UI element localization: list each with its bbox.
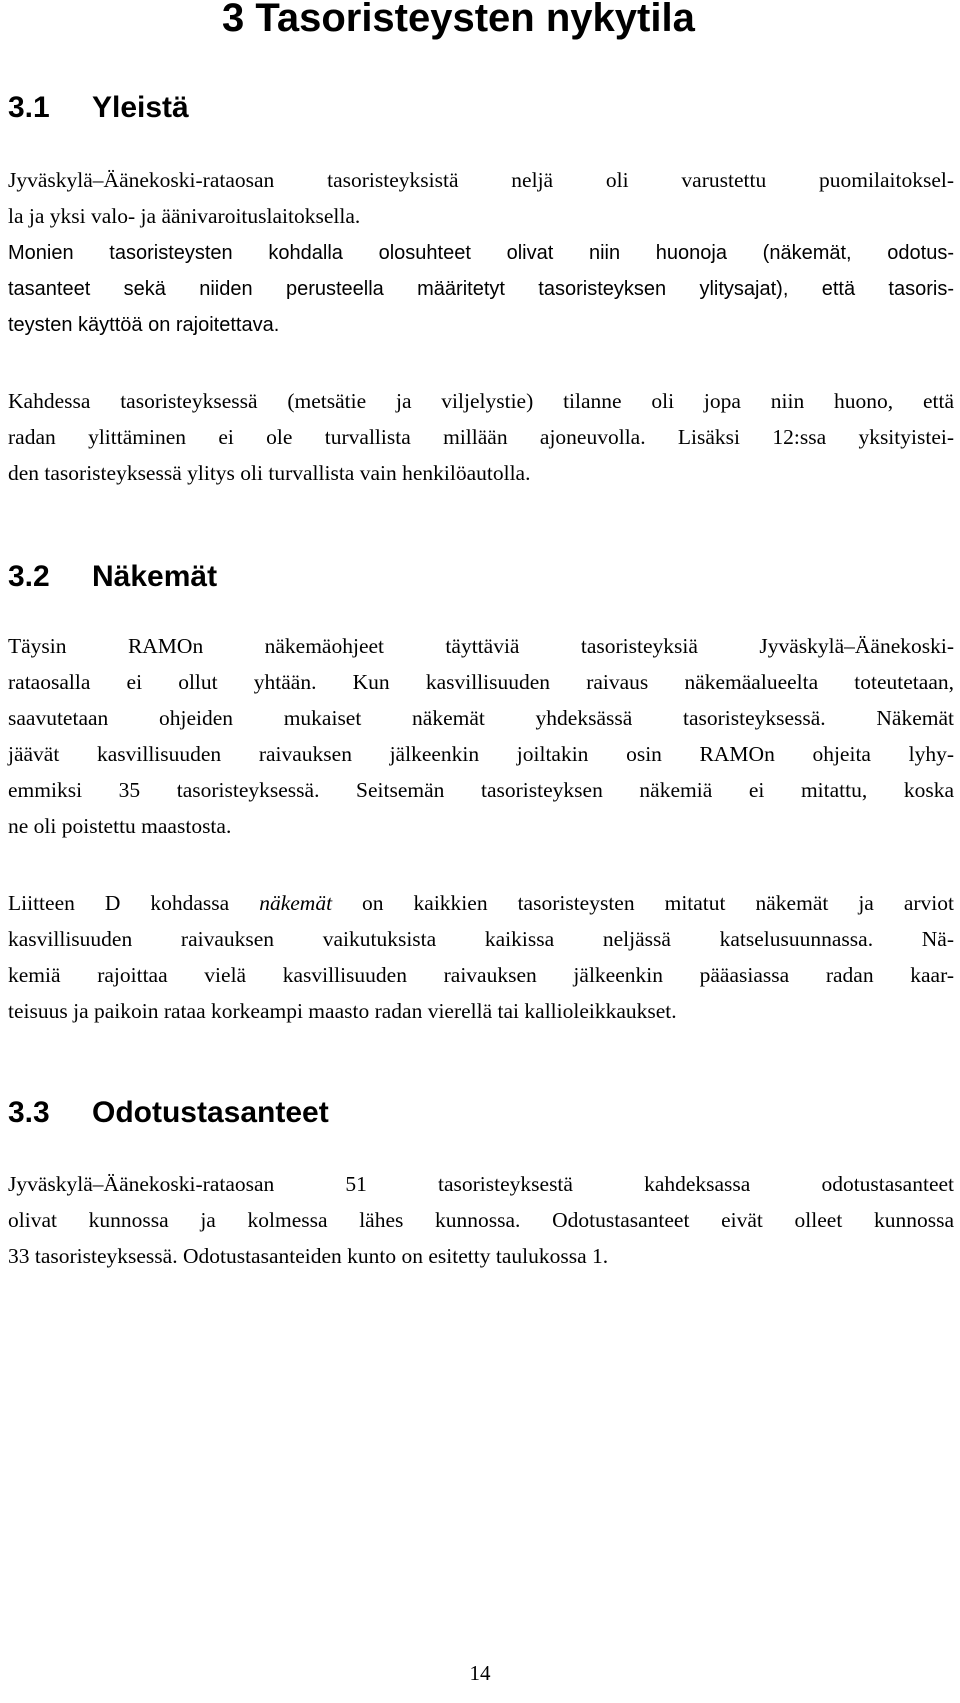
section-title: Odotustasanteet (92, 1096, 329, 1129)
section-number: 3.1 (8, 91, 50, 124)
section-heading-3-2 (8, 559, 217, 595)
paragraph (8, 885, 954, 1029)
paragraph (8, 383, 954, 491)
paragraph (8, 235, 954, 343)
italic-term: näkemät (259, 891, 333, 915)
text-line: teisuus ja paikoin rataa korkeampi maasto radan vierellä tai kallioleikkaukset. (8, 999, 677, 1023)
section-number: 3.2 (8, 560, 50, 593)
text-line: emmiksi 35 tasoristeyksessä. Seitsemän tasoristeyksen näkemiä ei mitattu, koska (8, 778, 954, 802)
text-run: Liitteen D kohdassa (8, 891, 260, 915)
section-number: 3.3 (8, 1096, 50, 1129)
text-line: la ja yksi valo- ja äänivaroituslaitoksella. (8, 204, 361, 228)
text-line: rataosalla ei ollut yhtään. Kun kasvillisuuden raivaus näkemäalueelta toteutetaan, (8, 670, 954, 694)
text-line: Monien tasoristeysten kohdalla olosuhteet olivat niin huonoja (näkemät, odotus- (8, 242, 954, 264)
text-line: tasanteet sekä niiden perusteella määritetyt tasoristeyksen ylitysajat), että tasoris- (8, 278, 954, 300)
text-line: saavutetaan ohjeiden mukaiset näkemät yhdeksässä tasoristeyksessä. Näkemät (8, 706, 954, 730)
section-heading-3-3 (8, 1095, 329, 1131)
text-line: kasvillisuuden raivauksen vaikutuksista kaikissa neljässä katselusuunnassa. Nä- (8, 927, 954, 951)
text-line: Jyväskylä–Äänekoski-rataosan 51 tasoristeyksestä kahdeksassa odotustasanteet (8, 1172, 954, 1196)
text-line: jäävät kasvillisuuden raivauksen jälkeenkin joiltakin osin RAMOn ohjeita lyhy- (8, 742, 954, 766)
text-line: Jyväskylä–Äänekoski-rataosan tasoristeyksistä neljä oli varustettu puomilaitoksel- (8, 168, 954, 192)
text-line (8, 885, 954, 921)
section-title: Näkemät (92, 560, 218, 593)
text-line: radan ylittäminen ei ole turvallista millään ajoneuvolla. Lisäksi 12:ssa yksityistei- (8, 425, 954, 449)
paragraph (8, 628, 954, 844)
section-title: Yleistä (92, 91, 189, 124)
paragraph (8, 162, 954, 234)
text-line: ne oli poistettu maastosta. (8, 814, 232, 838)
chapter-title: 3 Tasoristeysten nykytila (222, 0, 695, 40)
text-line: 33 tasoristeyksessä. Odotustasanteiden kunto on esitetty taulukossa 1. (8, 1244, 609, 1268)
text-line: den tasoristeyksessä ylitys oli turvallista vain henkilöautolla. (8, 461, 531, 485)
page-number: 14 (469, 1661, 491, 1685)
text-line: Kahdessa tasoristeyksessä (metsätie ja viljelystie) tilanne oli jopa niin huono, että (8, 389, 954, 413)
text-run: on kaikkien tasoristeysten mitatut näkemät ja arviot (332, 891, 954, 915)
text-line: Täysin RAMOn näkemäohjeet täyttäviä tasoristeyksiä Jyväskylä–Äänekoski- (8, 634, 954, 658)
section-heading-3-1 (8, 90, 189, 126)
paragraph (8, 1166, 954, 1274)
text-line: kemiä rajoittaa vielä kasvillisuuden raivauksen jälkeenkin pääasiassa radan kaar- (8, 963, 954, 987)
text-line: olivat kunnossa ja kolmessa lähes kunnossa. Odotustasanteet eivät olleet kunnossa (8, 1208, 954, 1232)
text-line: teysten käyttöä on rajoitettava. (8, 314, 280, 336)
